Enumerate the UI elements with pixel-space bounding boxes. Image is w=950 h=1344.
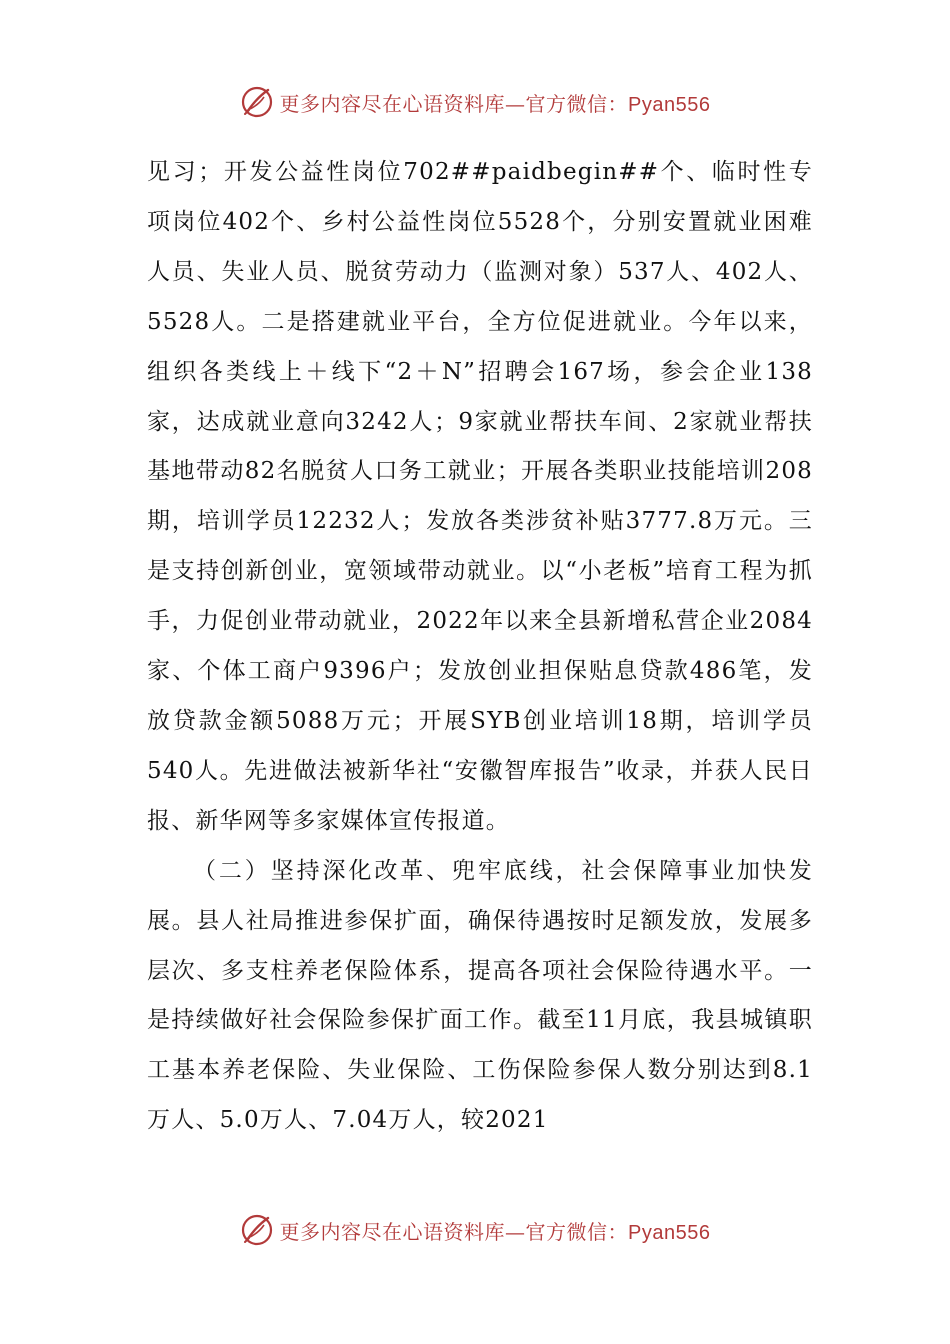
watermark-banner-top bbox=[0, 82, 950, 122]
wechat-id: Pyan556 bbox=[628, 1221, 711, 1244]
body-paragraph-2: （二）坚持深化改革、兜牢底线，社会保障事业加快发展。县人社局推进参保扩面，确保待遇按时足额发放，发展多层次、多支柱养老保险体系，提高各项社会保险待遇水平。一是持续做好社会保险参保扩面工作。截至11月底，我县城镇职工基本养老保险、失业保险、工伤保险参保人数分别达到8.1万人、5.0万人、7.04万人，较2021 bbox=[147, 857, 813, 1134]
watermark-text: 更多内容尽在心语资料库—官方微信：Pyan556 bbox=[279, 1219, 711, 1244]
watermark-content bbox=[240, 1213, 711, 1247]
wechat-id: Pyan556 bbox=[628, 93, 711, 116]
quill-pen-logo-icon bbox=[240, 1213, 274, 1247]
watermark-content bbox=[240, 85, 711, 119]
watermark-banner-bottom bbox=[0, 1210, 950, 1250]
watermark-text: 更多内容尽在心语资料库—官方微信：Pyan556 bbox=[279, 91, 711, 116]
quill-pen-logo-icon bbox=[240, 85, 274, 119]
document-body bbox=[147, 148, 813, 1146]
body-paragraph-1: 见习；开发公益性岗位702##paidbegin##个、临时性专项岗位402个、乡村公益性岗位5528个，分别安置就业困难人员、失业人员、脱贫劳动力（监测对象）537人、402人、5528人。二是搭建就业平台，全方位促进就业。今年以来，组织各类线上＋线下“2＋N”招聘会167场，参会企业138家，达成就业意向3242人；9家就业帮扶车间、2家就业帮扶基地带动82名脱贫人口务工就业；开展各类职业技能培训208期，培训学员12232人；发放各类涉贫补贴3777.8万元。三是支持创新创业，宽领域带动就业。以“小老板”培育工程为抓手，力促创业带动就业，2022年以来全县新增私营企业2084家、个体工商户9396户；发放创业担保贴息贷款486笔，发放贷款金额5088万元；开展SYB创业培训18期，培训学员540人。先进做法被新华社“安徽智库报告”收录，并获人民日报、新华网等多家媒体宣传报道。 bbox=[147, 159, 813, 834]
